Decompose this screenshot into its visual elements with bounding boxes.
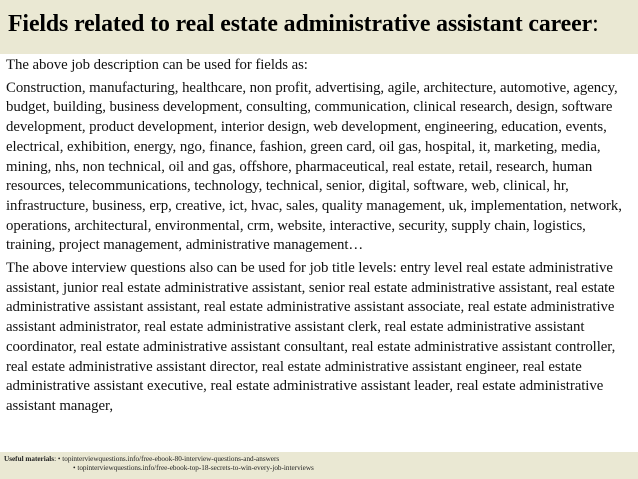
page-title-text: Fields related to real estate administrative assistant career (8, 11, 593, 37)
footer-separator: : (54, 455, 58, 463)
footer-link-ebook-18[interactable]: topinterviewquestions.info/free-ebook-top-18-secrets-to-win-every-job-interviews (77, 464, 314, 472)
footer-row-1 (4, 455, 279, 464)
fields-paragraph: Construction, manufacturing, healthcare, non profit, advertising, agile, architecture, automotive, agency, budget, building, business development, consulting, communication, clinical research, design, software development, product development, interior design, web development, engineering, education, events, electrical, exhibition, energy, ngo, finance, fashion, green card, oil gas, hospital, it, marketing, media, mining, nhs, non technical, oil and gas, offshore, pharmaceutical, real estate, retail, research, human resources, telecommunications, technology, technical, senior, digital, software, web, clinical, hr, infrastructure, business, erp, creative, ict, hvac, sales, quality management, uk, implementation, network, operations, architectural, environmental, crm, website, interactive, security, supply chain, logistics, training, project management, administrative management… (6, 79, 622, 254)
footer-row-2 (73, 464, 314, 473)
footer-bullet: • (73, 464, 78, 472)
page-title-colon: : (592, 11, 599, 37)
footer-label: Useful materials (4, 455, 55, 463)
footer (0, 452, 638, 479)
footer-link-ebook-80[interactable]: topinterviewquestions.info/free-ebook-80-interview-questions-and-answers (62, 455, 280, 463)
intro-text: The above job description can be used for fields as: (6, 57, 308, 73)
page-title (8, 9, 638, 39)
title-bar (0, 0, 638, 54)
job-levels-paragraph: The above interview questions also can be used for job title levels: entry level real estate administrative assistant, junior real estate administrative assistant, senior real estate administrative assistant, real estate administrative assistant assistant, real estate administrative assistant associate, real estate administrative assistant administrator, real estate administrative assistant clerk, real estate administrative assistant coordinator, real estate administrative assistant consultant, real estate administrative assistant controller, real estate administrative assistant director, real estate administrative assistant engineer, real estate administrative assistant executive, real estate administrative assistant leader, real estate administrative assistant manager, (6, 260, 616, 414)
slide-content (6, 56, 636, 417)
footer-bullet: • (57, 455, 63, 463)
